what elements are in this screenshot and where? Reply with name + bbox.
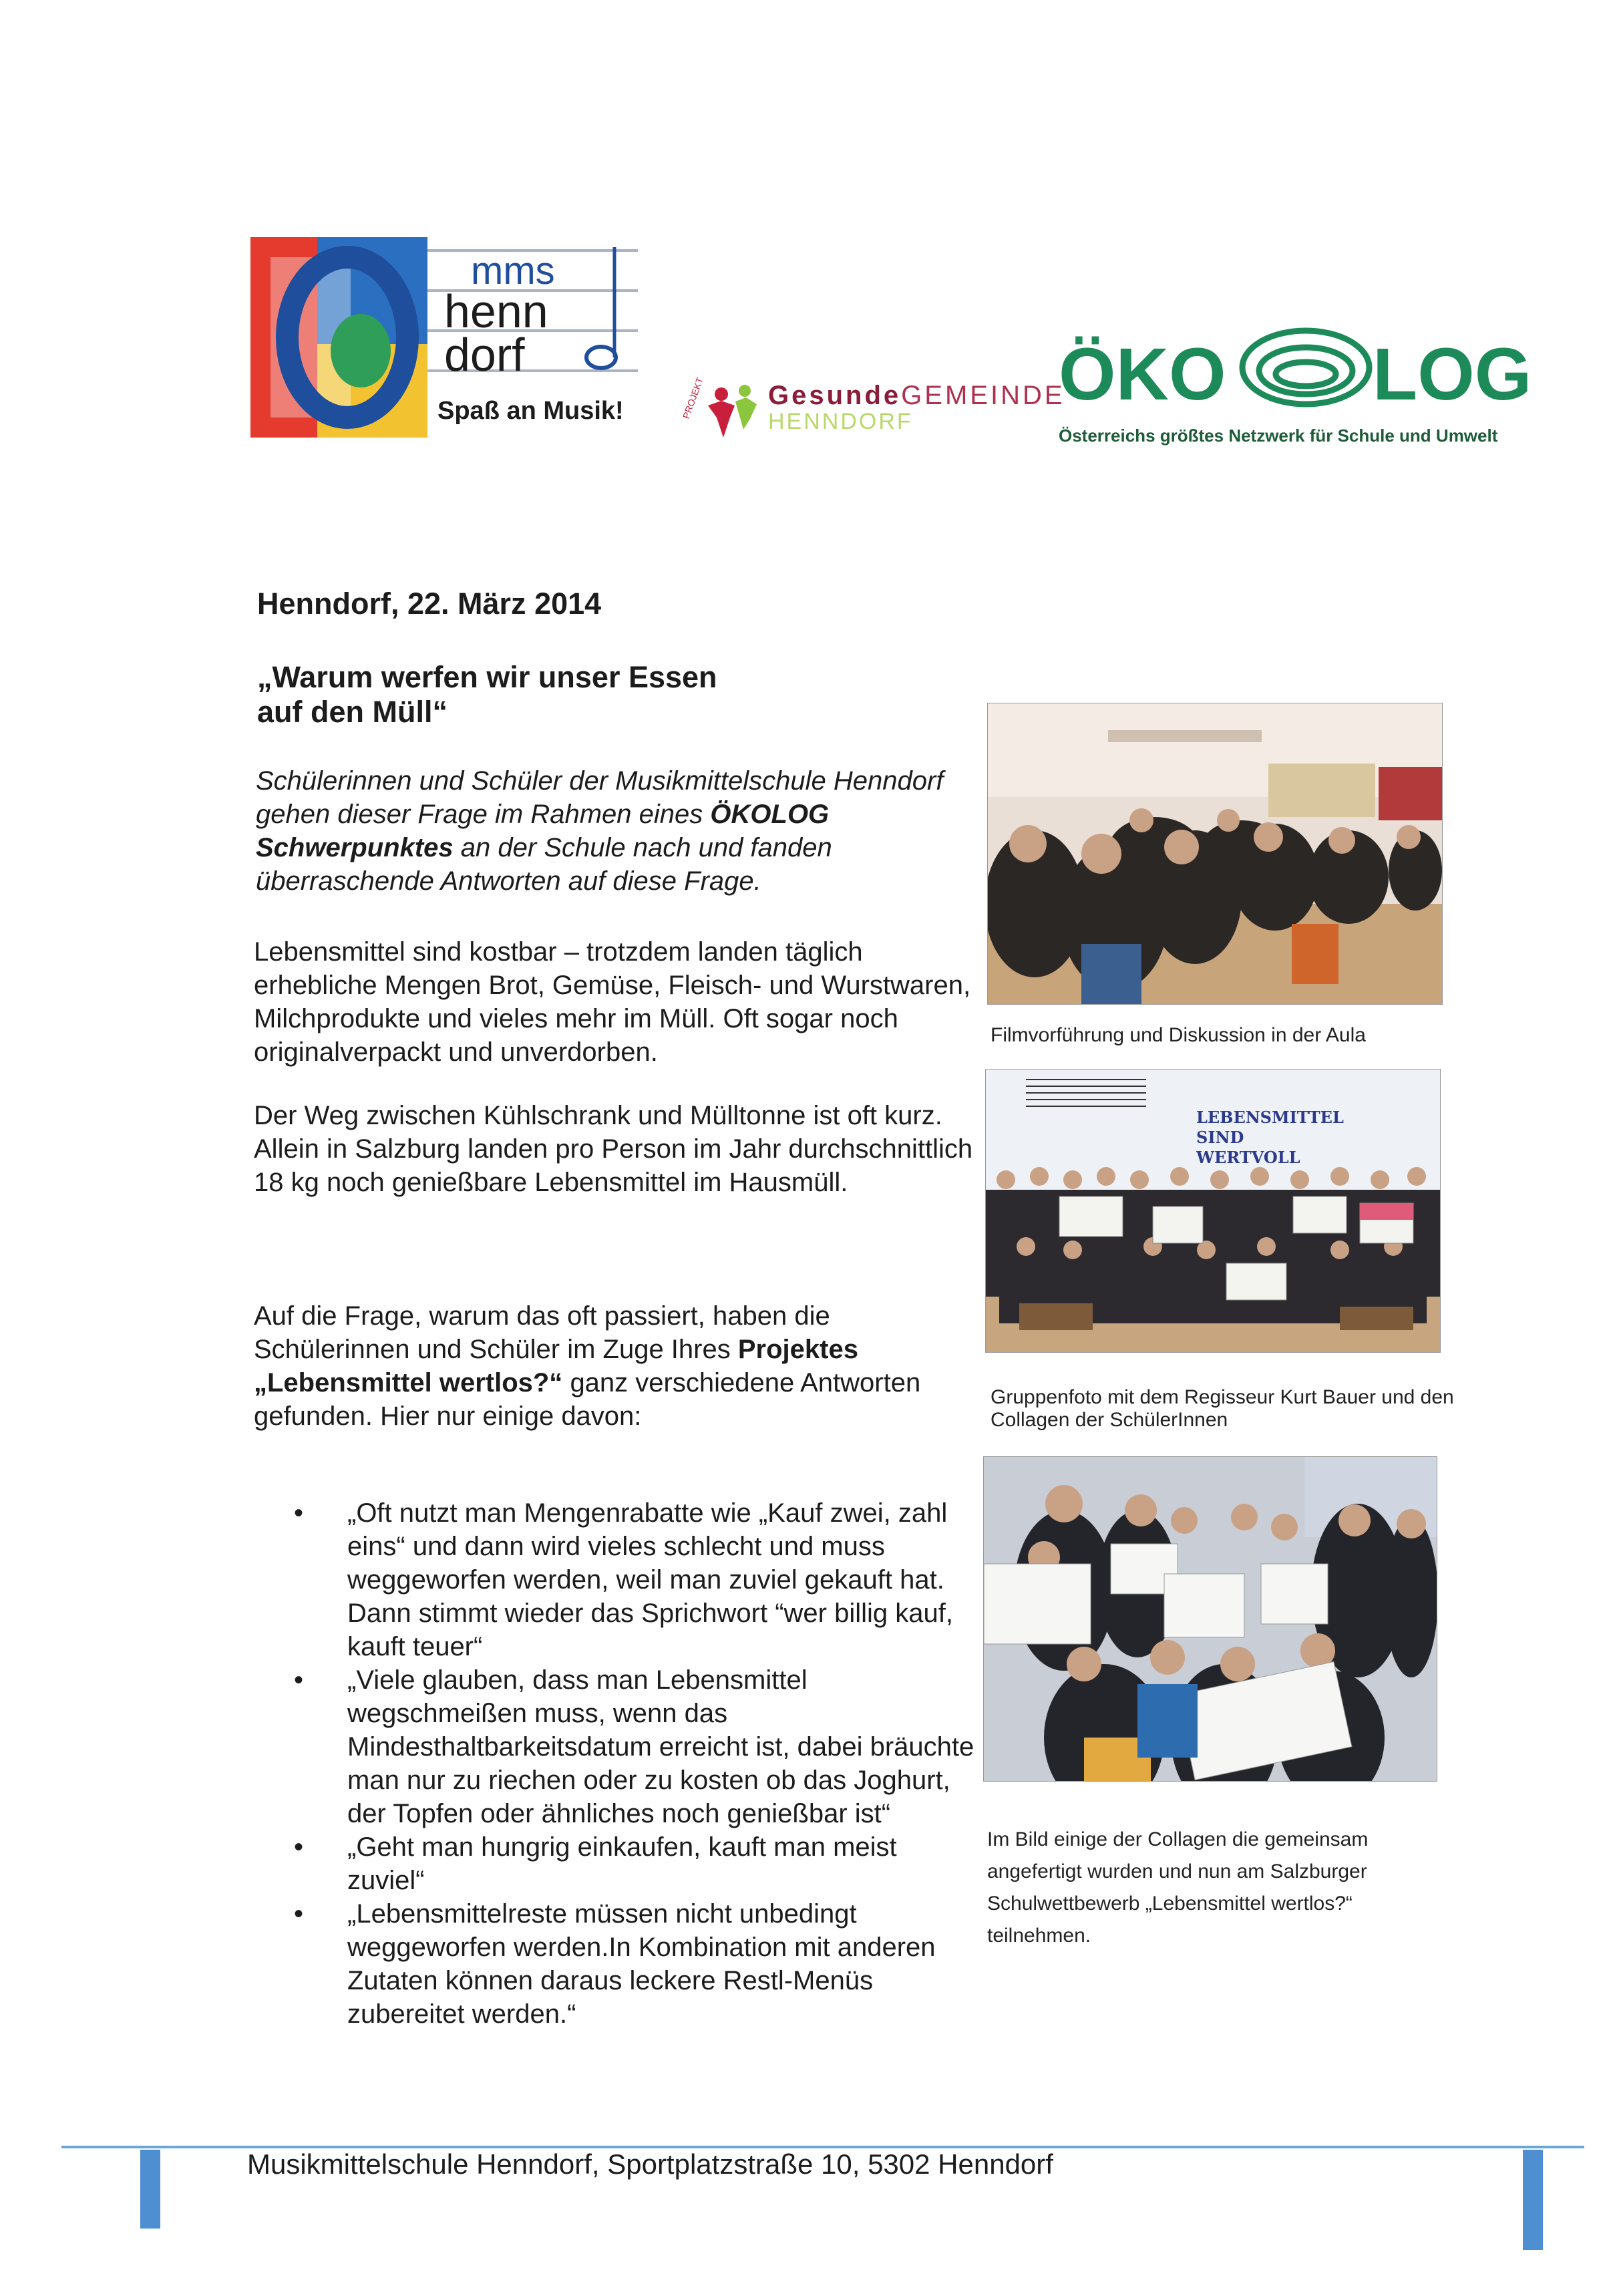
caption-photo-2: Gruppenfoto mit dem Regisseur Kurt Bauer und den Collagen der SchülerInnen	[991, 1386, 1454, 1431]
caption-photo-3: Im Bild einige der Collagen die gemeinsam angefertigt wurden und nun am Salzburger Schulwettbewerb „Lebensmittel wertlos?“ teilnehmen.	[987, 1828, 1369, 1947]
mms-henndorf-logo	[250, 237, 638, 438]
footer-bar-right	[1523, 2150, 1543, 2250]
intro-paragraph	[256, 764, 964, 898]
list-item: • „Lebensmittelreste müssen nicht unbedingt weggeworfen werden.In Kombination mit anderen Zutaten können daraus leckere Restl-Menüs zubereitet werden.“	[294, 1897, 975, 2031]
banner-line-1: LEBENSMITTEL	[1196, 1108, 1344, 1127]
p3-bold: Projektes „Lebensmittel wertlos?“	[254, 1335, 858, 1398]
banner-line-2: SIND	[1196, 1128, 1244, 1147]
photo-group	[985, 1069, 1441, 1353]
intro-part2: an der Schule nach und fanden überraschende Antworten auf diese Frage.	[256, 833, 832, 896]
oeko-right: LOG	[1373, 333, 1532, 416]
gesunde-projekt: PROJEKT	[680, 375, 705, 420]
list-item: • „Viele glauben, dass man Lebensmittel wegschmeißen muss, wenn das Mindesthaltbarkeitsdatum erreicht ist, dabei bräuchte man nur zu riechen oder zu kosten ob das Joghurt, der Topfen oder ähnliches noch genießbar ist“	[294, 1663, 975, 1830]
p3-part1: Auf die Frage, warum das oft passiert, haben die Schülerinnen und Schüler im Zuge Ihres	[254, 1301, 830, 1364]
intro-bold: ÖKOLOG Schwerpunktes	[256, 800, 830, 862]
caption-photo-1: Filmvorführung und Diskussion in der Aula	[991, 1024, 1366, 1046]
mms-line1: mms	[471, 249, 555, 293]
list-item: • „Geht man hungrig einkaufen, kauft man meist zuviel“	[294, 1830, 975, 1897]
title-line-1: „Warum werfen wir unser Essen	[257, 660, 717, 694]
paragraph-3	[254, 1299, 975, 1433]
footer-bar-left	[140, 2150, 160, 2229]
title-line-2: auf den Müll“	[257, 695, 448, 729]
mms-slogan: Spaß an Musik!	[437, 397, 624, 425]
gesunde-part1: Gesunde	[768, 381, 902, 410]
paragraph-2: Der Weg zwischen Kühlschrank und Mülltonne ist oft kurz. Allein in Salzburg landen pro Person im Jahr durchschnittlich 18 kg noch genießbare Lebensmittel im Hausmüll.	[254, 1101, 973, 1197]
list-item: • „Oft nutzt man Mengenrabatte wie „Kauf zwei, zahl eins“ und dann wird vieles schlecht und muss weggeworfen werden, weil man zuviel gekauft hat. Dann stimmt wieder das Sprichwort “wer billig kauf, kauft teuer“	[294, 1496, 975, 1663]
photo-collages	[983, 1456, 1437, 1782]
article-title	[257, 660, 791, 729]
banner-line-3: WERTVOLL	[1196, 1148, 1300, 1167]
footer-address: Musikmittelschule Henndorf, Sportplatzstraße 10, 5302 Henndorf	[247, 2148, 1053, 2180]
photo-film-screening	[987, 703, 1443, 1005]
answer-list	[294, 1496, 975, 2031]
p3-part2: ganz verschiedene Antworten gefunden. Hier nur einige davon:	[254, 1368, 921, 1431]
gesunde-sub: HENNDORF	[768, 409, 913, 434]
gesunde-wordmark	[768, 381, 1065, 411]
paragraph-1: Lebensmittel sind kostbar – trotzdem landen täglich erhebliche Mengen Brot, Gemüse, Fleisch- und Wurstwaren, Milchprodukte und vieles mehr im Müll. Oft sogar noch originalverpackt und unverdorben.	[254, 937, 971, 1067]
oeko-left: ÖKO	[1059, 333, 1226, 416]
mms-line2: henn	[444, 285, 548, 337]
date-heading: Henndorf, 22. März 2014	[257, 587, 602, 621]
oekolog-subtitle: Österreichs größtes Netzwerk für Schule und Umwelt	[1059, 426, 1498, 446]
intro-part1: Schülerinnen und Schüler der Musikmittelschule Henndorf gehen dieser Frage im Rahmen eines	[256, 766, 944, 829]
gesunde-part2: GEMEINDE	[901, 381, 1065, 410]
mms-line3: dorf	[444, 329, 525, 381]
